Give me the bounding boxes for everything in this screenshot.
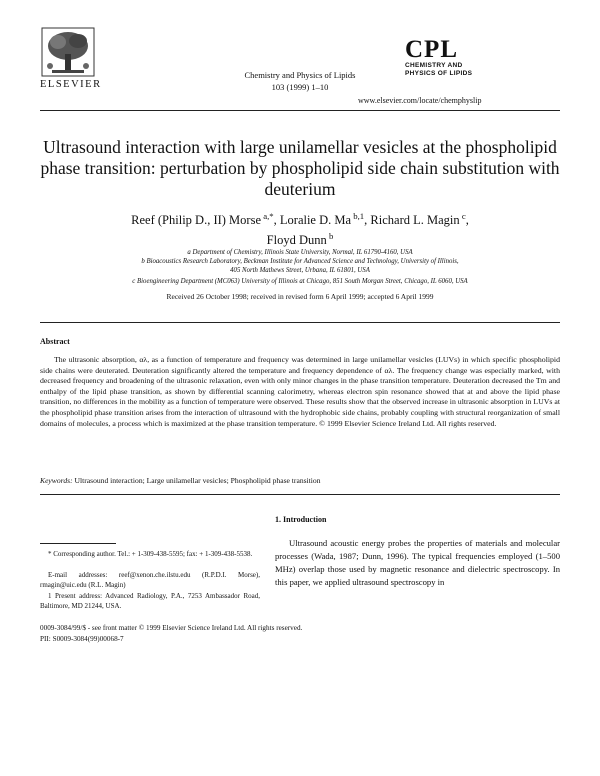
author-3-affil: c (459, 211, 466, 221)
author-2: Loralie D. Ma (279, 213, 352, 228)
author-1-affil: a,* (261, 211, 274, 221)
publisher-name: ELSEVIER (40, 79, 102, 90)
author-4: Floyd Dunn (266, 233, 327, 248)
footnote-email: E-mail addresses: reef@xenon.che.ilstu.edu (R.P.D.I. Morse), rmagin@uic.edu (R.L. Magin) (40, 571, 260, 589)
author-list: Reef (Philip D., II) Morse $^{a,*}$, Loralie D. Ma $^{b,1}$, Richard L. Magin $^c$, Floyd Dunn $^b$ (131, 211, 469, 248)
abstract-top-rule (40, 322, 560, 323)
affiliation-a: a Department of Chemistry, Illinois State University, Normal, IL 61790-4160, USA (187, 249, 413, 256)
author-1: Reef (Philip D., II) Morse (131, 213, 261, 228)
journal-volume: 103 (1999) 1–10 (271, 82, 329, 92)
keywords-label: Keywords: (40, 476, 73, 485)
footnote-rule (40, 543, 116, 544)
author-4-affil: b (326, 231, 334, 242)
footnote-corresponding: * Corresponding author. Tel.: + 1-309-438-5595; fax: + 1-309-438-5538. (48, 550, 253, 558)
article-title: Ultrasound interaction with large unilamellar vesicles at the phospholipid phase transition: perturbation by phospholipid side chain substitution with deuterium (40, 137, 560, 199)
abstract-bottom-rule (40, 494, 560, 495)
journal-logo: CPL (405, 36, 458, 63)
section-heading-introduction: 1. Introduction (275, 515, 327, 524)
keywords (40, 476, 560, 485)
journal-name: Chemistry and Physics of Lipids (244, 70, 356, 80)
footnote-present-address: 1 Present address: Advanced Radiology, P.A., 7253 Ambassador Road, Baltimore, MD 21244, USA. (40, 592, 260, 610)
journal-logo-subtitle-1: CHEMISTRY AND (405, 62, 463, 69)
received-dates: Received 26 October 1998; received in revised form 6 April 1999; accepted 6 April 1999 (166, 292, 434, 301)
copyright-line: 0009-3084/99/$ - see front matter © 1999 Elsevier Science Ireland Ltd. All rights reserved. (40, 624, 303, 632)
keywords-text: Ultrasound interaction; Large unilamellar vesicles; Phospholipid phase transition (72, 476, 321, 485)
journal-url[interactable]: www.elsevier.com/locate/chemphyslip (358, 96, 482, 105)
affiliation-b-line2: 405 North Mathews Street, Urbana, IL 61801, USA (230, 267, 370, 274)
journal-logo-subtitle-2: PHYSICS OF LIPIDS (405, 70, 473, 77)
abstract-heading: Abstract (40, 337, 70, 346)
abstract-body: The ultrasonic absorption, αλ, as a function of temperature and frequency was determined in large unilamellar vesicles (LUVs) in which specific phospholipid side chains were deuterated. Deuteration significantly altered the temperature and frequency dependence of αλ. The frequency change was especially marked, with decreased frequency and broadening of the ultrasonic relaxation, even with only minor changes in the phase transition temperature. Deuteration decreased the Tm and enthalpy of the lipid phase transition, as shown by differential scanning calorimetry, whereas electron spin resonance showed that at and above the lipid phase transition, no differences in the mobility as a function of temperature were observed. These results show that the observed increase in ultrasonic absorption in LUVs at the phospholipid phase transition arises from the interaction of ultrasound with the hydrophobic side chains, probably coupling with structural reorganization of small domains of molecules, a process which is maximized at the phase transition temperature. © 1999 Elsevier Science Ireland Ltd. All rights reserved. (40, 355, 561, 428)
pii-line: PII: S0009-3084(99)00068-7 (40, 635, 124, 643)
author-2-affil: b,1 (351, 211, 365, 221)
author-3: Richard L. Magin (370, 213, 460, 228)
introduction-text: Ultrasound acoustic energy probes the properties of materials and molecular processes (Wada, 1987; Dunn, 1996). The typical frequencies employed (1–500 MHz) overlap those used by magnetic resonance and dielectric spectroscopy. In this paper, we applied ultrasound spectroscopy in (275, 538, 560, 587)
affiliation-b-line1: b Bioacoustics Research Laboratory, Beckman Institute for Advanced Science and Technology, University of Illinois, (141, 258, 459, 265)
header-rule (40, 110, 560, 111)
affiliation-c: c Bioengineering Department (MC063) University of Illinois at Chicago, 851 South Morgan Street, Chicago, IL 6060, USA (132, 278, 468, 285)
